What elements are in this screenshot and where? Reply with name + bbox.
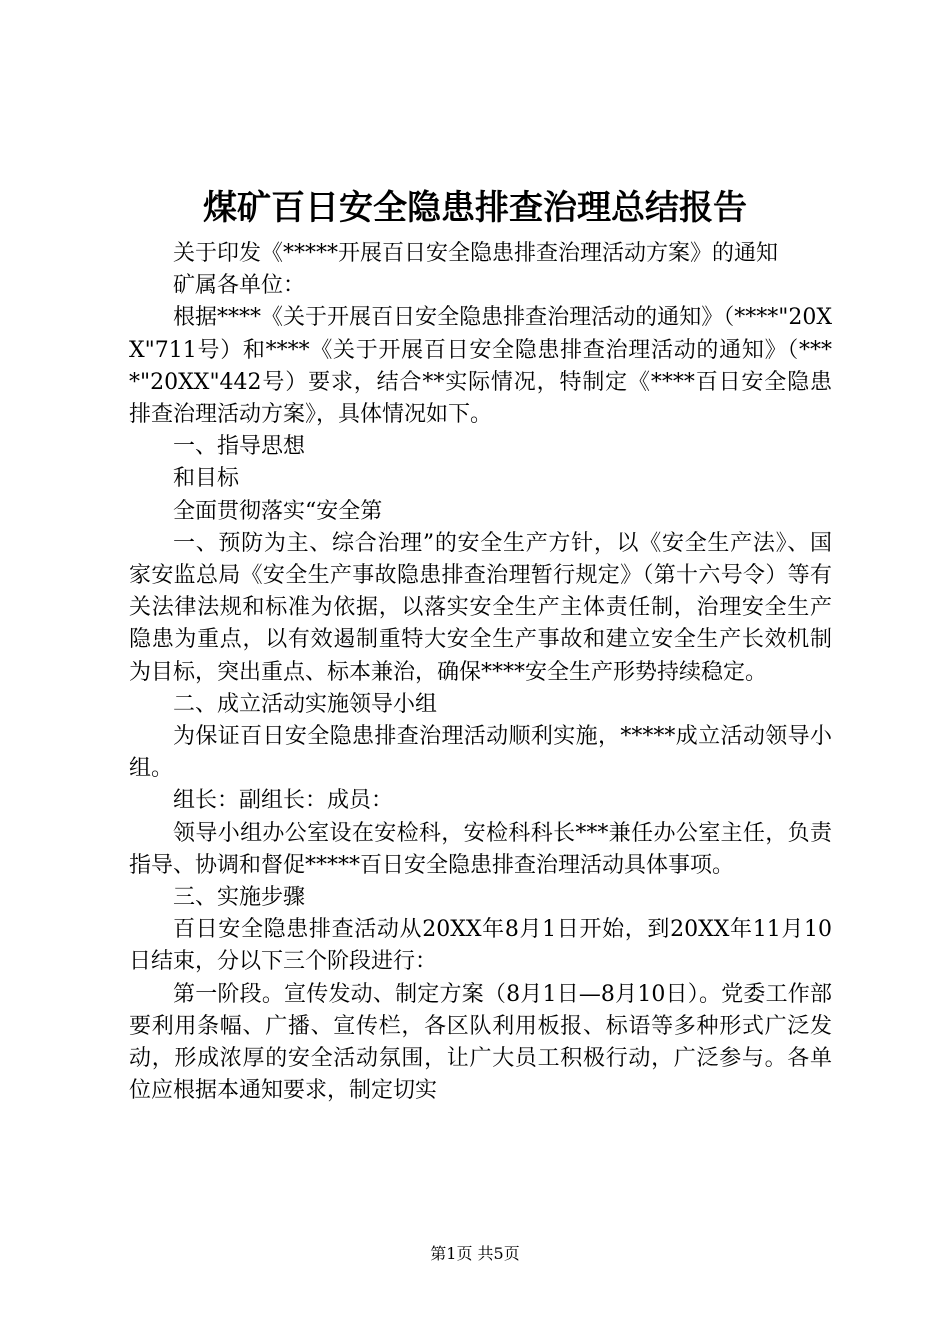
phase-one-paragraph: 第一阶段。宣传发动、制定方案（8月1日—8月10日）。党委工作部要利用条幅、广播、宣传栏，各区队利用板报、标语等多种形式广泛发动，形成浓厚的安全活动氛围，让广大员工积极行动，广泛参与。各单位应根据本通知要求，制定切实 — [129, 981, 832, 1104]
document-body — [129, 238, 832, 1107]
section-heading-leadership-group: 二、成立活动实施领导小组 — [173, 691, 438, 717]
page-footer: 第1页 共5页 — [430, 1244, 520, 1263]
office-paragraph: 领导小组办公室设在安检科，安检科科长***兼任办公室主任，负责指导、协调和督促*****百日安全隐患排查治理活动具体事项。 — [129, 820, 832, 878]
document-title: 煤矿百日安全隐患排查治理总结报告 — [203, 188, 747, 228]
schedule-paragraph: 百日安全隐患排查活动从20XX年8月1日开始，到20XX年11月10日结束，分以下三个阶段进行： — [129, 917, 832, 975]
section-heading-goals: 和目标 — [173, 466, 240, 492]
intro-paragraph: 根据****《关于开展百日安全隐患排查治理活动的通知》（****"20XX"711号）和****《关于开展百日安全隐患排查治理活动的通知》（****"20XX"442号）要求，结合**实际情况，特制定《****百日安全隐患排查治理活动方案》，具体情况如下。 — [129, 305, 832, 428]
section-heading-steps: 三、实施步骤 — [173, 885, 306, 911]
policy-lead-paragraph: 全面贯彻落实“安全第 — [173, 498, 383, 524]
policy-paragraph: 一、预防为主、综合治理”的安全生产方针，以《安全生产法》、国家安监总局《安全生产事故隐患排查治理暂行规定》（第十六号令）等有关法律法规和标准为依据，以落实安全生产主体责任制，治理安全生产隐患为重点，以有效遏制重特大安全生产事故和建立安全生产长效机制为目标，突出重点、标本兼治，确保****安全生产形势持续稳定。 — [129, 530, 832, 685]
members-paragraph: 组长：副组长：成员： — [173, 788, 394, 814]
salutation-paragraph: 矿属各单位： — [173, 273, 306, 299]
leadership-paragraph: 为保证百日安全隐患排查治理活动顺利实施，*****成立活动领导小组。 — [129, 724, 832, 782]
section-heading-guiding-thought: 一、指导思想 — [173, 434, 306, 460]
notice-heading-paragraph: 关于印发《*****开展百日安全隐患排查治理活动方案》的通知 — [173, 241, 779, 266]
